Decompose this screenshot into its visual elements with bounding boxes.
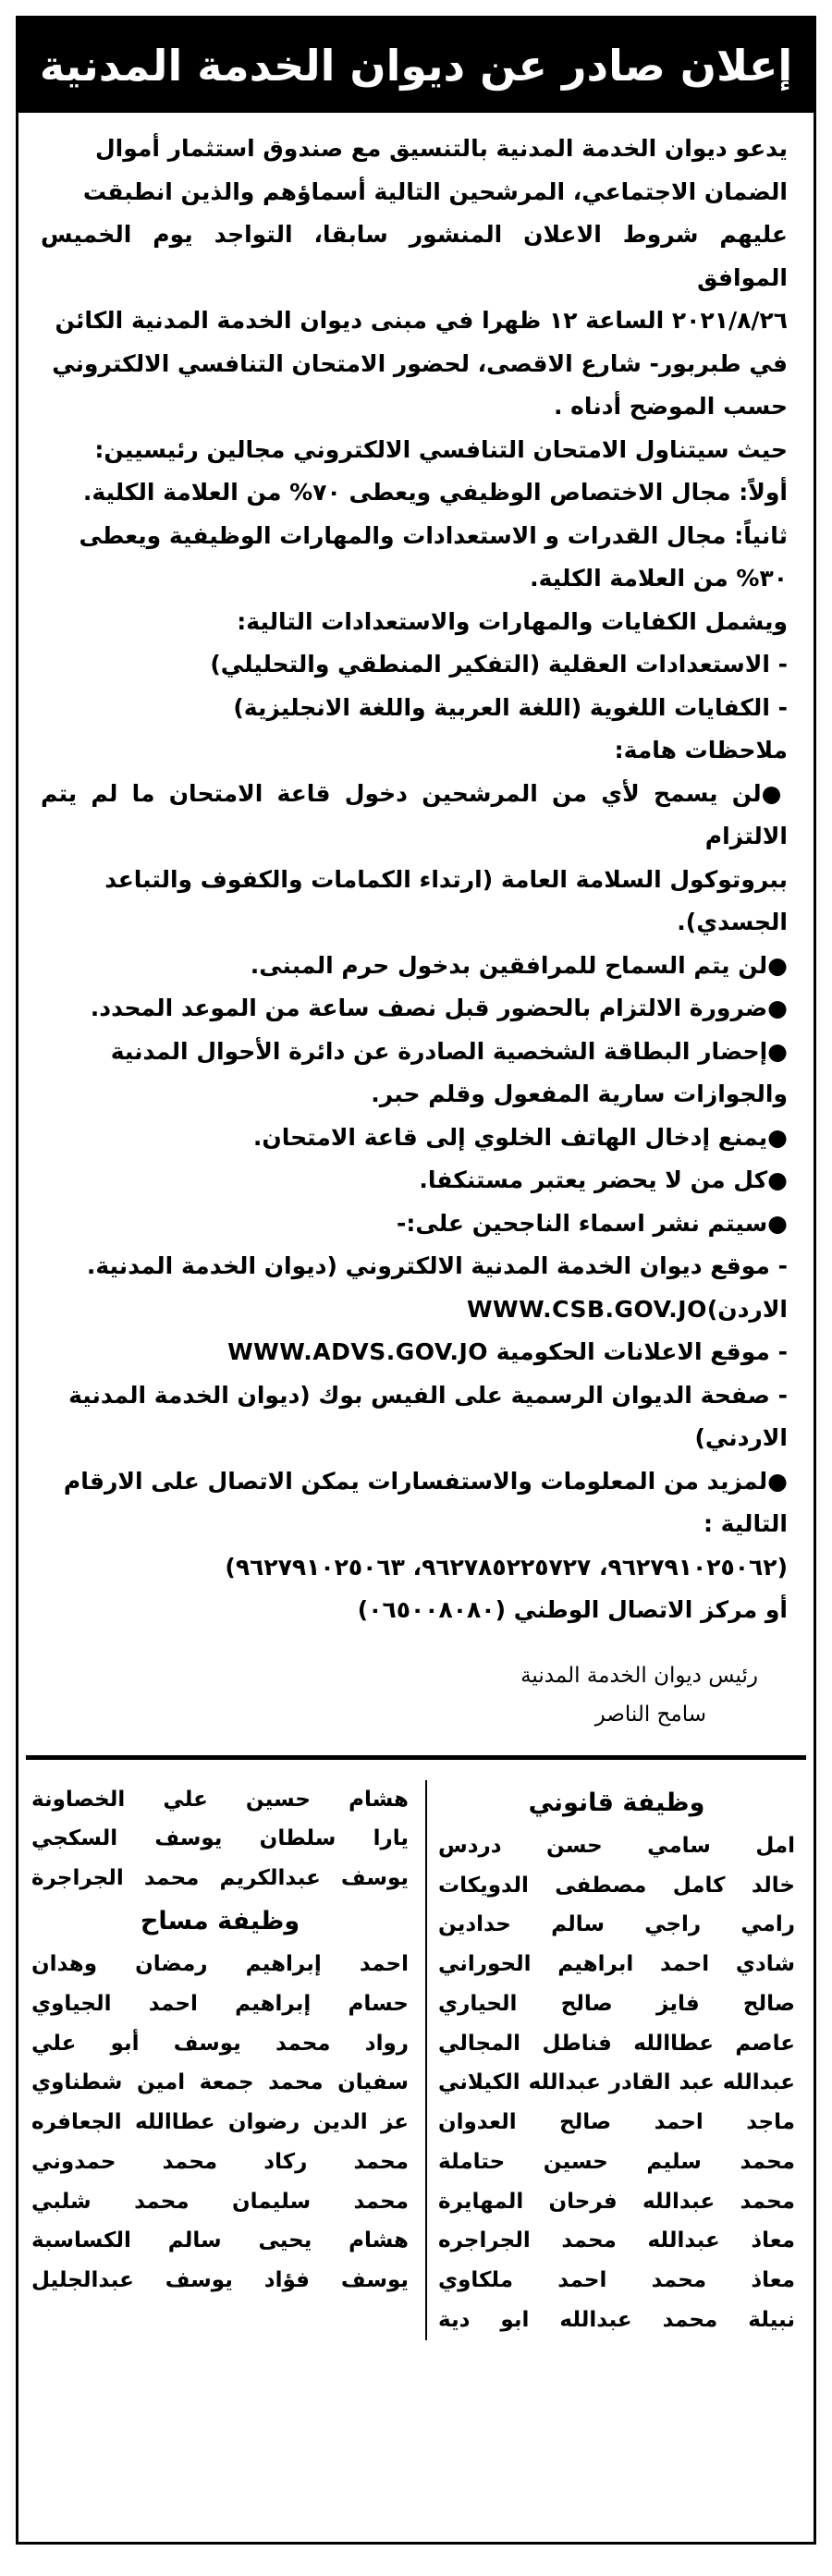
- bullet-icon: ●: [767, 951, 788, 979]
- intro-line: في طبربور- شارع الاقصى، لحضور الامتحان التنافسي الالكتروني: [52, 349, 788, 377]
- bullet-icon: ●: [767, 995, 788, 1021]
- intro-line: الضمان الاجتماعي، المرشحين التالية أسماؤهم والذين انطبقت: [82, 177, 788, 205]
- list-item: رامي راجي سالم حدادين: [438, 1912, 795, 1937]
- list-item: محمد سليمان محمد شلبي: [31, 2189, 409, 2214]
- intro-line: ٢٠٢١/٨/٢٦ الساعة ١٢ ظهرا في مبنى ديوان الخدمة المدنية الكائن: [55, 307, 788, 334]
- list-item: شادي احمد ابراهيم الحوراني: [438, 1952, 795, 1977]
- list-item: هشام يحيى سالم الكساسبة: [31, 2228, 409, 2253]
- intro-line: يدعو ديوان الخدمة المدنية بالتنسيق مع صندوق استثمار أموال: [94, 135, 788, 162]
- list-item: عاصم عطاالله فناطل المجالي: [438, 2031, 795, 2056]
- list-item: عبدالله عبد القادر عبدالله الكيلاني: [438, 2070, 795, 2095]
- list-item: يوسف فؤاد يوسف عبدالجليل: [31, 2268, 409, 2293]
- note-item-cont: الجسدي).: [677, 909, 788, 935]
- phone-numbers: (٩٦٢٧٩١٠٢٥٠٦٢، ٩٦٢٧٨٥٢٢٥٧٢٧، ٩٦٢٧٩١٠٢٥٠٦٣): [225, 1553, 788, 1581]
- csb-url-link[interactable]: WWW.CSB.GOV.JO: [466, 1295, 707, 1323]
- exam-lead: حيث سيتناول الامتحان التنافسي الالكتروني مجالين رئيسيين:: [94, 435, 788, 463]
- notes-heading: ملاحظات هامة:: [614, 737, 788, 763]
- list-item: رواد محمد يوسف أبو علي: [31, 2031, 409, 2056]
- list-item: يارا سلطان يوسف السكجي: [31, 1826, 409, 1851]
- note-item: ●كل من لا يحضر يعتبر مستنكفا.: [419, 1166, 788, 1193]
- list-item: سفيان محمد جمعة امين شطناوي: [31, 2070, 409, 2095]
- bullet-icon: ●: [767, 1037, 788, 1065]
- announcement: [16, 16, 816, 2545]
- bullet-icon: ●: [767, 1123, 788, 1151]
- list-item: معاذ محمد احمد ملكاوي: [438, 2268, 795, 2293]
- list-item: محمد عبدالله فرحان المهايرة: [438, 2189, 795, 2214]
- signature-name: سامح الناصر: [594, 1703, 706, 1728]
- legal-job-column: [425, 1780, 808, 2340]
- exam-second-domain-cont: ٣٠% من العلامة الكلية.: [530, 565, 788, 592]
- hotline: أو مركز الاتصال الوطني (٠٦٥٠٠٨٠٨٠): [357, 1596, 788, 1623]
- legal-job-title: وظيفة قانوني: [528, 1788, 705, 1817]
- advs-url-link[interactable]: WWW.ADVS.GOV.JO: [227, 1338, 488, 1365]
- list-item: ماجد احمد صالح العدوان: [438, 2110, 795, 2135]
- signature-title: رئيس ديوان الخدمة المدنية: [520, 1663, 758, 1688]
- intro-line: حسب الموضح أدناه .: [553, 393, 788, 420]
- list-item: محمد سليم حسين حتاملة: [438, 2149, 795, 2174]
- publish-site: - موقع الاعلانات الحكومية WWW.ADVS.GOV.JO: [41, 1331, 788, 1374]
- list-item: عز الدين رضوان عطاالله الجعافره: [31, 2110, 409, 2135]
- list-item: يوسف عبدالكريم محمد الجراجرة: [31, 1866, 409, 1891]
- list-item: خالد كامل مصطفى الدويكات: [438, 1873, 795, 1898]
- skill-item: - الاستعدادات العقلية (التفكير المنطقي والتحليلي): [41, 643, 788, 687]
- list-item: امل سامي حسن دردس: [438, 1833, 795, 1858]
- bullet-icon: ●: [767, 1467, 788, 1495]
- publish-site: - صفحة الديوان الرسمية على الفيس بوك (ديوان الخدمة المدنية: [41, 1374, 788, 1418]
- announcement-title: إعلان صادر عن ديوان الخدمة المدنية: [18, 18, 814, 113]
- bullet-icon: ●: [761, 779, 788, 807]
- list-item: معاذ عبدالله محمد الجراجره: [438, 2228, 795, 2253]
- publish-site-cont: الاردن)WWW.CSB.GOV.JO: [466, 1295, 788, 1323]
- intro-line: عليهم شروط الاعلان المنشور سابقا، التواجد يوم الخميس الموافق: [41, 221, 788, 291]
- note-item: ●يمنع إدخال الهاتف الخلوي إلى قاعة الامتحان.: [252, 1123, 788, 1151]
- exam-second-domain: ثانياً: مجال القدرات و الاستعدادات والمهارات الوظيفية ويعطى: [79, 521, 788, 549]
- skills-lead: ويشمل الكفايات والمهارات والاستعدادات التالية:: [237, 607, 788, 635]
- note-item: ●سيتم نشر اسماء الناجحين على:-: [397, 1209, 788, 1237]
- note-item: ●لن يتم السماح للمرافقين بدخول حرم المبنى.: [250, 951, 788, 979]
- skill-item: - الكفايات اللغوية (اللغة العربية واللغة الانجليزية): [41, 687, 788, 730]
- bullet-icon: ●: [767, 1209, 788, 1237]
- candidate-lists: [18, 1760, 814, 2340]
- publish-site: - موقع ديوان الخدمة المدنية الالكتروني (ديوان الخدمة المدنية.: [41, 1245, 788, 1288]
- note-item-cont: والجوازات سارية المفعول وقلم حبر.: [371, 1080, 788, 1107]
- note-item: ●ضرورة الالتزام بالحضور قبل نصف ساعة من الموعد المحدد.: [90, 995, 788, 1021]
- list-item: صالح فايز صالح الحياري: [438, 1991, 795, 2016]
- note-item: ●لمزيد من المعلومات والاستفسارات يمكن الاتصال على الارقام: [63, 1467, 788, 1495]
- surveyor-job-title: وظيفة مساح: [140, 1906, 300, 1935]
- list-item: محمد ركاد محمد حمدوني: [31, 2149, 409, 2174]
- list-item: حسام إبراهيم احمد الجياوي: [31, 1991, 409, 2016]
- publish-site-cont: الاردني): [694, 1424, 788, 1451]
- note-item-cont: التالية :: [703, 1510, 788, 1537]
- left-column: [24, 1780, 425, 2340]
- note-item: ●إحضار البطاقة الشخصية الصادرة عن دائرة الأحوال المدنية: [110, 1037, 788, 1065]
- announcement-body: [18, 113, 814, 1632]
- bullet-icon: ●: [767, 1166, 788, 1193]
- note-item-cont: ببروتوكول السلامة العامة (ارتداء الكمامات والكفوف والتباعد: [104, 865, 788, 893]
- note-item: ●لن يسمح لأي من المرشحين دخول قاعة الامتحان ما لم يتم الالتزام: [41, 779, 788, 849]
- signature-block: [18, 1632, 814, 1735]
- list-item: احمد إبراهيم رمضان وهدان: [31, 1952, 409, 1977]
- list-item: نبيلة محمد عبدالله ابو دية: [438, 2308, 795, 2332]
- list-item: هشام حسين علي الخصاونة: [31, 1787, 409, 1812]
- exam-first-domain: أولاً: مجال الاختصاص الوظيفي ويعطى ٧٠% من العلامة الكلية.: [82, 479, 788, 506]
